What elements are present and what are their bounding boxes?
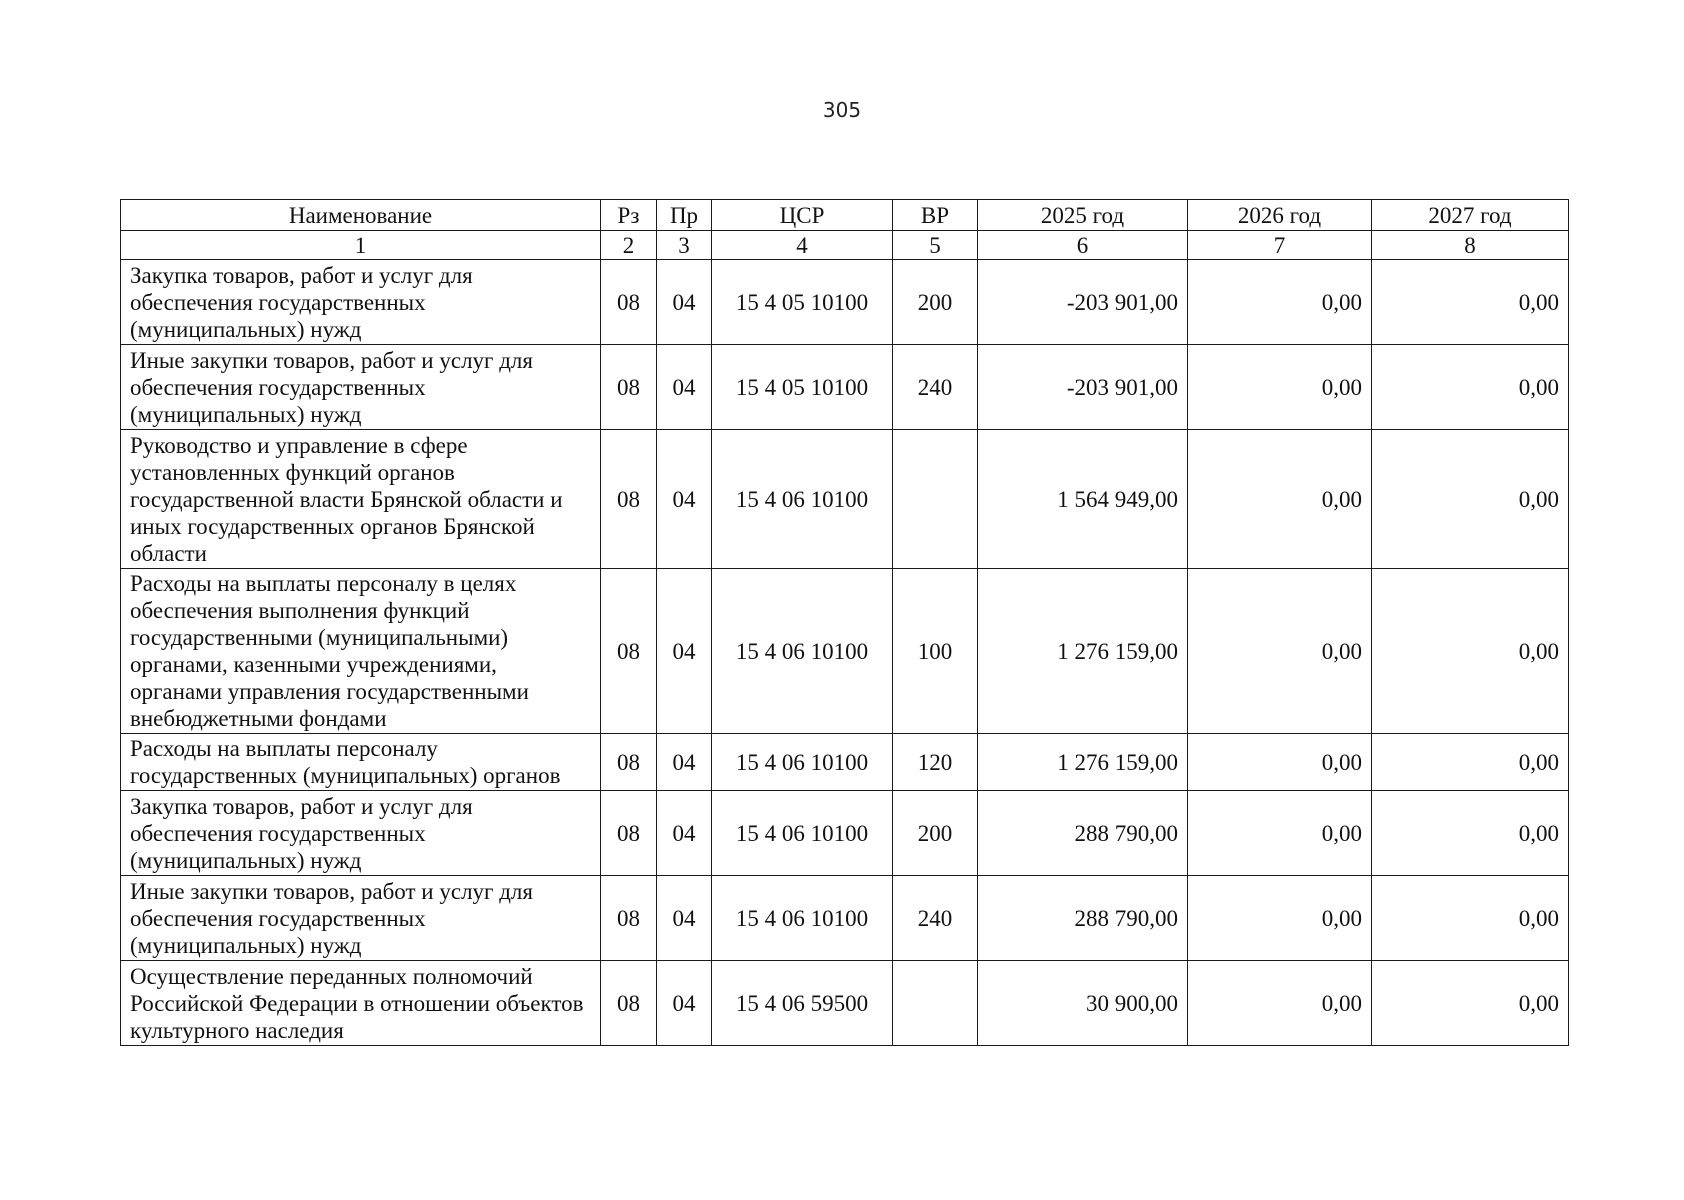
cell-2026: 0,00 — [1188, 569, 1372, 734]
cell-2025: 288 790,00 — [978, 791, 1188, 876]
cell-pr: 04 — [657, 345, 712, 430]
cell-vr: 200 — [893, 791, 978, 876]
cell-csr: 15 4 06 10100 — [712, 430, 893, 569]
cell-2027: 0,00 — [1372, 734, 1569, 791]
cell-2027: 0,00 — [1372, 430, 1569, 569]
cell-2025: -203 901,00 — [978, 260, 1188, 345]
table-row — [121, 345, 1569, 430]
cell-csr: 15 4 06 10100 — [712, 791, 893, 876]
cell-vr: 240 — [893, 345, 978, 430]
cell-pr: 04 — [657, 430, 712, 569]
cell-csr: 15 4 06 10100 — [712, 734, 893, 791]
cell-2027: 0,00 — [1372, 876, 1569, 961]
header-2027: 2027 год — [1372, 200, 1569, 231]
table-row — [121, 791, 1569, 876]
cell-vr — [893, 961, 978, 1046]
cell-2026: 0,00 — [1188, 734, 1372, 791]
column-number: 7 — [1188, 231, 1372, 260]
cell-rz: 08 — [601, 961, 657, 1046]
cell-rz: 08 — [601, 876, 657, 961]
cell-rz: 08 — [601, 791, 657, 876]
table-row — [121, 260, 1569, 345]
cell-rz: 08 — [601, 345, 657, 430]
cell-csr: 15 4 06 59500 — [712, 961, 893, 1046]
header-csr: ЦСР — [712, 200, 893, 231]
cell-2026: 0,00 — [1188, 961, 1372, 1046]
column-number: 2 — [601, 231, 657, 260]
cell-2027: 0,00 — [1372, 345, 1569, 430]
table-row — [121, 569, 1569, 734]
header-2025: 2025 год — [978, 200, 1188, 231]
budget-table — [120, 199, 1569, 1046]
cell-2026: 0,00 — [1188, 430, 1372, 569]
page-number: 305 — [822, 98, 862, 122]
header-rz: Рз — [601, 200, 657, 231]
cell-pr: 04 — [657, 569, 712, 734]
cell-rz: 08 — [601, 734, 657, 791]
cell-name: Осуществление переданных полномочий Российской Федерации в отношении объектов культурного наследия — [121, 961, 601, 1046]
cell-2027: 0,00 — [1372, 569, 1569, 734]
cell-2025: -203 901,00 — [978, 345, 1188, 430]
column-number: 1 — [121, 231, 601, 260]
cell-2025: 288 790,00 — [978, 876, 1188, 961]
cell-name: Расходы на выплаты персоналу в целях обеспечения выполнения функций государственными (муниципальными) органами, казенными учреждениями, органами управления государственными внебюджетными фондами — [121, 569, 601, 734]
cell-pr: 04 — [657, 876, 712, 961]
header-pr: Пр — [657, 200, 712, 231]
cell-pr: 04 — [657, 961, 712, 1046]
cell-2026: 0,00 — [1188, 876, 1372, 961]
header-name: Наименование — [121, 200, 601, 231]
cell-2027: 0,00 — [1372, 791, 1569, 876]
cell-name: Расходы на выплаты персоналу государственных (муниципальных) органов — [121, 734, 601, 791]
table-row — [121, 961, 1569, 1046]
table-row — [121, 876, 1569, 961]
cell-pr: 04 — [657, 791, 712, 876]
cell-name: Закупка товаров, работ и услуг для обеспечения государственных (муниципальных) нужд — [121, 791, 601, 876]
cell-rz: 08 — [601, 430, 657, 569]
cell-csr: 15 4 05 10100 — [712, 260, 893, 345]
table-row — [121, 430, 1569, 569]
cell-2025: 30 900,00 — [978, 961, 1188, 1046]
column-number: 5 — [893, 231, 978, 260]
cell-csr: 15 4 05 10100 — [712, 345, 893, 430]
cell-2026: 0,00 — [1188, 260, 1372, 345]
cell-name: Иные закупки товаров, работ и услуг для обеспечения государственных (муниципальных) нужд — [121, 345, 601, 430]
header-row — [121, 200, 1569, 231]
table-row — [121, 734, 1569, 791]
cell-2027: 0,00 — [1372, 961, 1569, 1046]
cell-2027: 0,00 — [1372, 260, 1569, 345]
cell-vr: 100 — [893, 569, 978, 734]
column-number-row — [121, 231, 1569, 260]
cell-csr: 15 4 06 10100 — [712, 569, 893, 734]
cell-vr: 200 — [893, 260, 978, 345]
column-number: 8 — [1372, 231, 1569, 260]
cell-vr: 120 — [893, 734, 978, 791]
cell-rz: 08 — [601, 260, 657, 345]
cell-2026: 0,00 — [1188, 345, 1372, 430]
cell-pr: 04 — [657, 260, 712, 345]
cell-name: Иные закупки товаров, работ и услуг для обеспечения государственных (муниципальных) нужд — [121, 876, 601, 961]
cell-vr — [893, 430, 978, 569]
cell-2025: 1 276 159,00 — [978, 734, 1188, 791]
column-number: 6 — [978, 231, 1188, 260]
cell-csr: 15 4 06 10100 — [712, 876, 893, 961]
cell-pr: 04 — [657, 734, 712, 791]
header-2026: 2026 год — [1188, 200, 1372, 231]
column-number: 3 — [657, 231, 712, 260]
cell-vr: 240 — [893, 876, 978, 961]
cell-rz: 08 — [601, 569, 657, 734]
header-vr: ВР — [893, 200, 978, 231]
cell-2025: 1 564 949,00 — [978, 430, 1188, 569]
cell-name: Закупка товаров, работ и услуг для обеспечения государственных (муниципальных) нужд — [121, 260, 601, 345]
column-number: 4 — [712, 231, 893, 260]
cell-2025: 1 276 159,00 — [978, 569, 1188, 734]
cell-name: Руководство и управление в сфере установленных функций органов государственной власти Брянской области и иных государственных органов Брянской области — [121, 430, 601, 569]
cell-2026: 0,00 — [1188, 791, 1372, 876]
